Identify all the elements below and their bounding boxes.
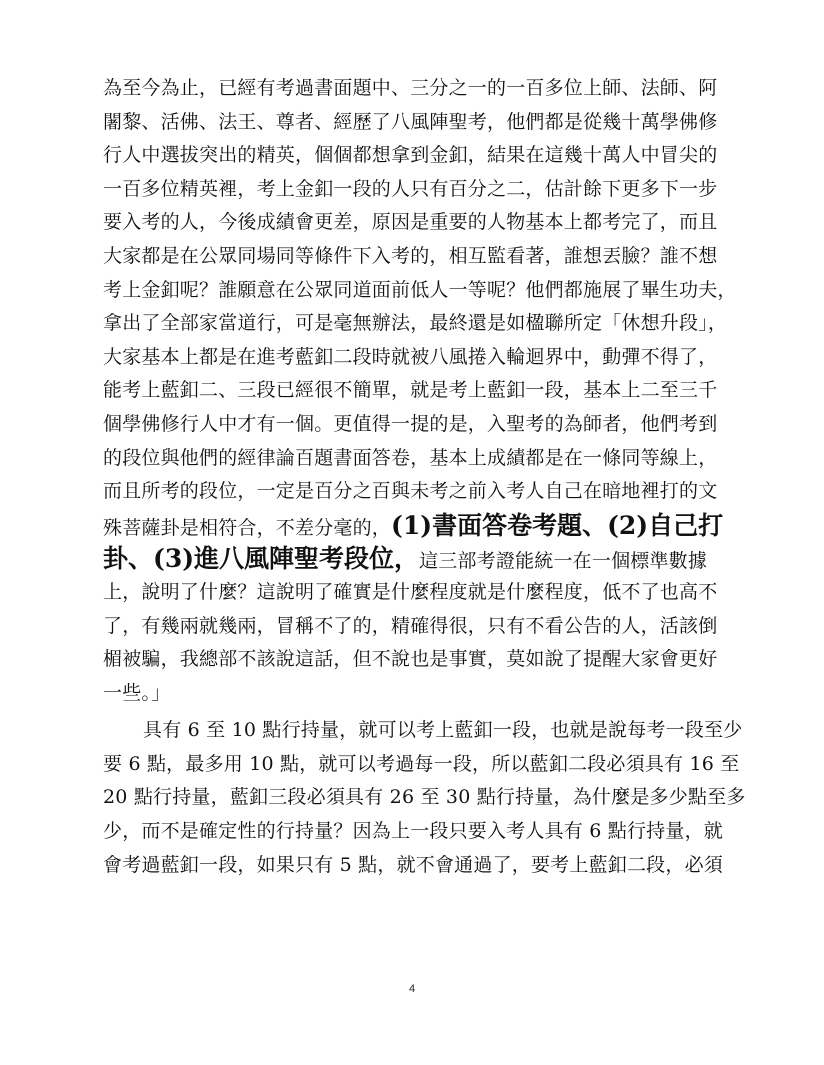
- text-span: 這三部考證能統一在一個標準數據: [419, 550, 708, 573]
- text-line: 考上金釦呢？誰願意在公眾同道面前低人一等呢？他們都施展了畢生功夫，: [103, 278, 737, 301]
- text-line: 大家基本上都是在進考藍釦二段時就被八風捲入輪迴界中，動彈不得了，: [103, 345, 718, 368]
- text-line: 會考過藍釦一段，如果只有 5 點，就不會通過了，要考上藍釦二段，必須: [103, 853, 723, 876]
- body-text: [103, 72, 746, 882]
- text-line: 一些。」: [103, 681, 171, 704]
- text-line: 少，而不是確定性的行持量？因為上一段只要入考人具有 6 點行持量，就: [103, 820, 723, 843]
- text-line: 楣被騙，我總部不該說這話，但不說也是事實，莫如說了提醒大家會更好: [103, 648, 718, 671]
- text-span: 殊菩薩卦是相符合，不差分毫的，: [103, 516, 392, 539]
- text-line: 要 6 點，最多用 10 點，就可以考過每一段，所以藍釦二段必須具有 16 至: [103, 752, 740, 775]
- text-line: 一百多位精英裡，考上金釦一段的人只有百分之二，估計餘下更多下一步: [103, 177, 718, 200]
- text-line: 大家都是在公眾同場同等條件下入考的，相互監看著，誰想丟臉？誰不想: [103, 244, 718, 267]
- emphasis-text: (1)書面答卷考題、(2)自己打: [391, 510, 724, 540]
- page-number: 4: [408, 983, 416, 995]
- text-line: 具有 6 至 10 點行持量，就可以考上藍釦一段，也就是說每考一段至少: [143, 719, 743, 742]
- text-line: 個學佛修行人中才有一個。更值得一提的是，入聖考的為師者，他們考到: [103, 412, 718, 435]
- text-line: 的段位與他們的經律論百題書面答卷，基本上成績都是在一條同等線上，: [103, 446, 718, 469]
- text-line: 行人中選拔突出的精英，個個都想拿到金釦，結果在這幾十萬人中冒尖的: [103, 144, 718, 167]
- text-line: 了，有幾兩就幾兩，冒稱不了的，精確得很，只有不看公告的人，活該倒: [103, 614, 718, 637]
- text-line: 為至今為止，已經有考過書面題中、三分之一的一百多位上師、法師、阿: [103, 77, 718, 99]
- text-line: 闍黎、活佛、法王、尊者、經歷了八風陣聖考，他們都是從幾十萬學佛修: [103, 110, 718, 133]
- text-line-mixed: [103, 509, 743, 543]
- text-line: 能考上藍釦二、三段已經很不簡單，就是考上藍釦一段，基本上二至三千: [103, 379, 718, 402]
- text-line-mixed: [103, 542, 743, 576]
- text-line: 上，說明了什麼？這說明了確實是什麼程度就是什麼程度，低不了也高不: [103, 580, 718, 603]
- text-line: 20 點行持量，藍釦三段必須具有 26 至 30 點行持量，為什麼是多少點至多: [103, 786, 746, 809]
- text-line: 而且所考的段位，一定是百分之百與未考之前入考人自己在暗地裡打的文: [103, 480, 718, 503]
- text-line: 要入考的人，今後成績會更差，原因是重要的人物基本上都考完了，而且: [103, 211, 718, 234]
- text-line: 拿出了全部家當道行，可是毫無辦法，最終還是如楹聯所定「休想升段」，: [103, 312, 728, 335]
- emphasis-text: 卦、(3)進八風陣聖考段位，: [103, 544, 420, 574]
